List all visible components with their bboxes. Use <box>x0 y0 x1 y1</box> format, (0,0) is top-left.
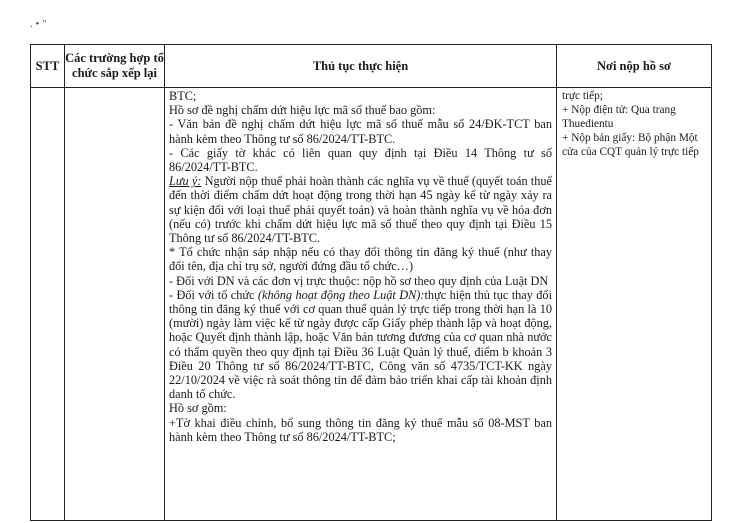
procedure-line: - Các giấy tờ khác có liên quan quy định tại Điều 14 Thông tư số 86/2024/TT-BTC. <box>169 145 552 175</box>
procedure-table <box>30 44 712 521</box>
procedure-line: - Đối với DN và các đơn vị trực thuộc: nộp hồ sơ theo quy định của Luật DN <box>169 273 549 288</box>
cell-cases <box>65 88 165 521</box>
header-stt: STT <box>31 45 65 88</box>
org-intro: - Đối với tổ chức <box>169 287 258 302</box>
note-text: Người nộp thuế phải hoàn thành các nghĩa vụ về thuế (quyết toán thuế đến thời điểm chấm dứt hoạt động trong thời hạn 45 ngày kể từ ngày xảy ra sự kiện đổi với loại thuế phải quyết toán) và hoàn thành nghĩa vụ về hóa đơn (nếu có) trước khi chấm dứt hiệu lực mã số thuế theo quy định tại Điều 15 Thông tư số 86/2024/TT-BTC. <box>169 174 552 246</box>
procedure-line <box>169 288 552 402</box>
org-italic: (không hoạt động theo Luật DN): <box>257 287 425 302</box>
header-procedure: Thủ tục thực hiện <box>165 45 557 88</box>
table-header-row <box>31 45 712 88</box>
submit-line: trực tiếp; <box>562 90 603 102</box>
procedure-line: * Tổ chức nhận sáp nhập nếu có thay đổi thông tin đăng ký thuế (như thay đổi tên, địa chỉ trụ sở, người đứng đầu tổ chức…) <box>169 245 552 274</box>
scan-mark: . • " <box>30 18 47 30</box>
cell-stt <box>31 88 65 521</box>
procedure-line: - Văn bản đề nghị chấm dứt hiệu lực mã số thuế mẫu số 24/ĐK-TCT ban hành kèm theo Thông tư số 86/2024/TT-BTC. <box>169 117 552 146</box>
procedure-line: BTC; <box>169 89 197 103</box>
table-row <box>31 88 712 521</box>
procedure-line: Hồ sơ đề nghị chấm dứt hiệu lực mã số thuế bao gồm: <box>169 103 436 118</box>
cell-submit-place <box>557 88 712 521</box>
procedure-line: +Tờ khai điều chỉnh, bổ sung thông tin đăng ký thuế mẫu số 08-MST ban hành kèm theo Thông tư số 86/2024/TT-BTC; <box>169 415 552 444</box>
cell-procedure <box>165 88 557 521</box>
header-submit-place: Nơi nộp hồ sơ <box>557 45 712 88</box>
procedure-note <box>169 174 552 245</box>
header-cases: Các trường hợp tổ chức sắp xếp lại <box>65 45 165 88</box>
note-label: Lưu ý: <box>169 174 202 189</box>
submit-line: + Nộp bản giấy: Bộ phận Một cửa của CQT quản lý trực tiếp <box>562 132 699 158</box>
submit-line: + Nộp điện tử: Qua trang Thuedientu <box>562 104 676 130</box>
org-text: thực hiện thủ tục thay đổi thông tin đăng ký thuế với cơ quan thuế quản lý trực tiếp trong thời hạn là 10 (mười) ngày làm việc kể từ ngày được cấp Giấy phép thành lập và hoạt động, hoặc Quyết định thành lập, hoặc Văn bản tương đương của cơ quan nhà nước có thẩm quyền theo quy định tại Điều 36 Luật Quản lý thuế, điểm b khoản 3 Điều 20 Thông tư số 86/2024/TT-BTC, Công văn số 4735/TCT-KK ngày 22/10/2024 về việc rà soát thông tin để đảm bảo triển khai cấp tài khoản định danh tổ chức. <box>169 287 552 402</box>
procedure-line: Hồ sơ gồm: <box>169 401 227 416</box>
